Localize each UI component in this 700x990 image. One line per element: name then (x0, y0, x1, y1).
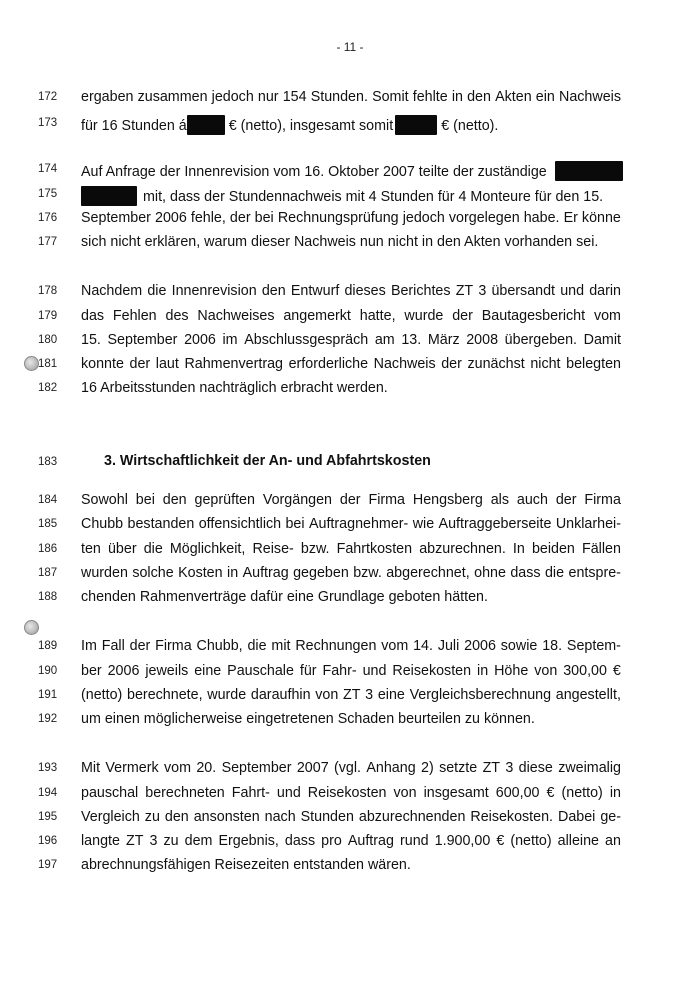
word: Juli (437, 638, 460, 654)
word: pro (321, 833, 342, 849)
word: Auftraggeberseite (438, 516, 552, 532)
word: Vergleich (81, 809, 140, 825)
word: März (427, 332, 460, 348)
line-number: 175 (38, 188, 58, 200)
text-line (81, 308, 621, 324)
word: berechneten (145, 785, 225, 801)
word: Somit (372, 89, 409, 105)
word: mit (271, 638, 291, 654)
word: die (544, 565, 565, 581)
text-line (81, 589, 621, 605)
line-number: 180 (38, 334, 58, 346)
word: belegten (566, 356, 621, 372)
word: Firma (368, 492, 405, 508)
word: Stunden. (310, 89, 368, 105)
word: jedoch (211, 89, 254, 105)
word: vom (163, 760, 191, 776)
word: Mit (81, 760, 101, 776)
word: das (81, 308, 105, 324)
word: Rahmenvertrag (184, 356, 283, 372)
word: Kosten (178, 565, 223, 581)
word: Reisekosten. (470, 809, 554, 825)
word: dass (510, 565, 541, 581)
line-number: 184 (38, 494, 58, 506)
word: wurde (207, 687, 247, 703)
text-segment: € (netto). (441, 118, 499, 134)
word: Möglichkeit, (169, 541, 246, 557)
word: in (609, 785, 621, 801)
word: 2006 (184, 332, 216, 348)
word: 20. (196, 760, 217, 776)
word: jedoch (402, 210, 445, 226)
word: Rechnungsprüfung (277, 210, 399, 226)
word: fehle, (190, 210, 226, 226)
word: wurden (81, 565, 128, 581)
word: dieses (344, 283, 386, 299)
word: ber (81, 663, 102, 679)
word: Rechnungen (295, 638, 377, 654)
word: vorgelegen (448, 210, 520, 226)
word: solche (132, 565, 174, 581)
word: bei (285, 516, 305, 532)
word: 18. (542, 638, 563, 654)
text-line (81, 857, 621, 873)
word: Firma (155, 638, 192, 654)
word: Akten (495, 89, 532, 105)
text-line-content: um einen möglicherweise eingetretenen Schaden beurteilen zu können. (81, 711, 535, 727)
word: über (107, 541, 137, 557)
text-line-content: Auf Anfrage der Innenrevision vom 16. Oktober 2007 teilte der zuständige (81, 164, 547, 180)
text-line (81, 663, 621, 679)
word: Reise- (252, 541, 294, 557)
word: von (315, 687, 339, 703)
word: den (261, 283, 286, 299)
word: zusammen (137, 89, 208, 105)
text-line (81, 89, 621, 105)
word: 3 (478, 283, 487, 299)
word: In (512, 541, 525, 557)
word: 300,00 (563, 663, 607, 679)
word: bzw. (300, 541, 330, 557)
word: in (477, 663, 489, 679)
text-line-content: chenden Rahmenverträge dafür eine Grundlage geboten hätten. (81, 589, 488, 605)
line-number: 176 (38, 212, 58, 224)
word: auch (516, 492, 548, 508)
word: 2006 (155, 210, 187, 226)
word: Nachweis (559, 89, 621, 105)
line-number: 195 (38, 811, 58, 823)
word: ein (535, 89, 555, 105)
word: € (496, 833, 505, 849)
word: bzw. (353, 565, 382, 581)
text-line (81, 210, 621, 226)
word: fehlte (412, 89, 448, 105)
word: die (147, 283, 167, 299)
line-number: 185 (38, 518, 58, 530)
word: ZT (455, 283, 474, 299)
text-line (81, 332, 621, 348)
word: ohne (474, 565, 506, 581)
word: daraufhin (250, 687, 311, 703)
word: den (467, 89, 491, 105)
word: Er (563, 210, 578, 226)
text-line-content: 16 Arbeitsstunden nachträglich erbracht werden. (81, 380, 388, 396)
word: den (164, 809, 189, 825)
word: Nachweises (197, 308, 275, 324)
text-line (81, 687, 621, 703)
word: jeweils (145, 663, 189, 679)
word: die (247, 638, 267, 654)
word: der (229, 210, 251, 226)
text-line (81, 760, 621, 776)
word: (vgl. (334, 760, 362, 776)
word: (netto) (81, 687, 123, 703)
text-line (81, 380, 621, 396)
word: wie (412, 516, 435, 532)
line-number: 174 (38, 163, 58, 175)
text-line (81, 638, 621, 654)
line-number: 172 (38, 91, 58, 103)
word: (netto) (561, 785, 603, 801)
punch-hole (24, 356, 39, 371)
text-line-content: abrechnungsfähigen Reisezeiten entstanden wären. (81, 857, 411, 873)
text-line (81, 541, 621, 557)
line-number: 193 (38, 762, 58, 774)
word: Unklarhei- (555, 516, 621, 532)
line-number: 189 (38, 640, 58, 652)
word: bestanden (127, 516, 195, 532)
word: September (221, 760, 292, 776)
text-line (81, 516, 621, 532)
word: Entwurf (290, 283, 340, 299)
word: Bautagesbericht (481, 308, 586, 324)
section-heading: 3. Wirtschaftlichkeit der An- und Abfahrtskosten (104, 453, 431, 469)
word: 1.900,00 (434, 833, 491, 849)
word: ansonsten (193, 809, 260, 825)
text-line (81, 833, 621, 849)
word: im (222, 332, 238, 348)
word: Chubb, (196, 638, 243, 654)
word: entspre- (568, 565, 621, 581)
word: 3 (365, 687, 374, 703)
text-line-content: mit, dass der Stundennachweis mit 4 Stunden für 4 Monteure für den 15. (143, 189, 604, 205)
word: 2006 (107, 663, 140, 679)
word: nach (264, 809, 296, 825)
word: könne (581, 210, 621, 226)
word: der (452, 308, 473, 324)
line-number: 183 (38, 456, 58, 468)
word: Nachweis (373, 356, 436, 372)
word: abzurechnenden (358, 809, 466, 825)
line-number: 196 (38, 835, 58, 847)
word: Vermerk (105, 760, 159, 776)
redaction-block (395, 115, 437, 135)
line-number: 177 (38, 236, 58, 248)
word: € (612, 663, 621, 679)
word: pauschal (81, 785, 139, 801)
word: darin (589, 283, 621, 299)
word: 2) (421, 760, 434, 776)
word: ZT (126, 833, 144, 849)
text-line (81, 283, 621, 299)
text-line (81, 492, 621, 508)
text-line (81, 565, 621, 581)
word: 600,00 (495, 785, 540, 801)
word: Fahr- (322, 663, 357, 679)
text-line-content: sich nicht erklären, warum dieser Nachweis nun nicht in den Akten vorhanden sei. (81, 234, 599, 250)
word: Vergleichsberechnung (409, 687, 552, 703)
word: 154 (282, 89, 307, 105)
word: offensichtlich (198, 516, 282, 532)
word: die (143, 541, 163, 557)
word: Abschlussgespräch (244, 332, 369, 348)
word: angestellt, (555, 687, 621, 703)
word: 3 (149, 833, 158, 849)
word: Im (81, 638, 97, 654)
word: von (393, 785, 417, 801)
word: langte (81, 833, 120, 849)
word: Auftrag (242, 565, 289, 581)
word: der (441, 356, 462, 372)
word: Ergebnis, (218, 833, 279, 849)
word: nur (257, 89, 279, 105)
word: Fahrtkosten (336, 541, 413, 557)
word: Stunden (300, 809, 354, 825)
word: eine (377, 687, 405, 703)
word: setzte (439, 760, 478, 776)
text-segment: für 16 Stunden á (81, 118, 187, 134)
word: September (81, 210, 151, 226)
word: Chubb (81, 516, 124, 532)
word: (netto) (510, 833, 552, 849)
word: den (162, 492, 187, 508)
text-line (81, 356, 621, 372)
word: der (129, 356, 151, 372)
word: bei (254, 210, 274, 226)
word: Innenrevision (171, 283, 257, 299)
word: angemerkt (283, 308, 351, 324)
line-number: 197 (38, 859, 58, 871)
word: abgerechnet, (386, 565, 470, 581)
line-number: 188 (38, 591, 58, 603)
word: ten (81, 541, 101, 557)
word: der (555, 492, 577, 508)
word: rund (399, 833, 429, 849)
word: Höhe (494, 663, 529, 679)
line-number: 191 (38, 689, 58, 701)
word: hatte, (359, 308, 396, 324)
word: € (546, 785, 555, 801)
word: in (227, 565, 239, 581)
word: 2006 (464, 638, 496, 654)
word: und (276, 785, 301, 801)
word: übersandt (491, 283, 556, 299)
word: Reisekosten (392, 663, 472, 679)
word: ZT (343, 687, 361, 703)
word: ergaben (81, 89, 134, 105)
word: Nachdem (81, 283, 143, 299)
word: eine (194, 663, 222, 679)
redaction-block (187, 115, 225, 135)
redaction-block (555, 161, 623, 181)
word: am (374, 332, 395, 348)
word: insgesamt (423, 785, 489, 801)
word: zu (163, 833, 179, 849)
word: der (129, 638, 151, 654)
word: Anhang (366, 760, 416, 776)
word: bei (135, 492, 155, 508)
word: vom (593, 308, 621, 324)
word: gegeben (293, 565, 349, 581)
word: zu (144, 809, 160, 825)
word: geprüften (194, 492, 255, 508)
word: beiden (531, 541, 575, 557)
text-line (81, 186, 621, 206)
word: zweimalig (558, 760, 621, 776)
word: Dabei (558, 809, 596, 825)
word: September (107, 332, 178, 348)
word: Reisekosten (307, 785, 387, 801)
word: für (299, 663, 317, 679)
word: alleine (557, 833, 600, 849)
text-line (81, 711, 621, 727)
line-number: 194 (38, 787, 58, 799)
word: 2007 (296, 760, 329, 776)
word: erforderliche (288, 356, 369, 372)
text-line (81, 234, 621, 250)
word: vom (381, 638, 409, 654)
word: 13. (401, 332, 422, 348)
word: sowie (500, 638, 538, 654)
word: Berichtes (390, 283, 451, 299)
word: ZT (482, 760, 501, 776)
word: Fehlen (112, 308, 157, 324)
word: in (451, 89, 463, 105)
line-number: 190 (38, 665, 58, 677)
punch-hole (24, 620, 39, 635)
word: und (362, 663, 387, 679)
word: diese (518, 760, 553, 776)
word: übergeben. (504, 332, 578, 348)
line-number: 187 (38, 567, 58, 579)
text-segment: € (netto), insgesamt somit (228, 118, 394, 134)
word: an (605, 833, 621, 849)
word: ge- (600, 809, 621, 825)
word: habe. (523, 210, 560, 226)
word: abzurechnen. (419, 541, 506, 557)
line-number: 182 (38, 382, 58, 394)
word: laut (155, 356, 179, 372)
text-line (81, 785, 621, 801)
word: der (339, 492, 361, 508)
word: Fällen (581, 541, 621, 557)
word: Pauschale (227, 663, 294, 679)
word: Fahrt- (231, 785, 270, 801)
word: dass (284, 833, 316, 849)
line-number: 186 (38, 543, 58, 555)
text-line (81, 161, 621, 181)
word: zunächst (467, 356, 525, 372)
line-number: 178 (38, 285, 58, 297)
word: konnte (81, 356, 124, 372)
word: von (534, 663, 558, 679)
redaction-block (81, 186, 137, 206)
line-number: 181 (38, 358, 58, 370)
line-number: 173 (38, 117, 58, 129)
word: Fall (101, 638, 125, 654)
word: nicht (530, 356, 561, 372)
line-number: 192 (38, 713, 58, 725)
word: 14. (413, 638, 433, 654)
word: Vorgängen (262, 492, 333, 508)
page-number: - 11 - (336, 40, 364, 54)
word: berechnete, (127, 687, 203, 703)
word: Auftragnehmer- (308, 516, 409, 532)
word: Sowohl (81, 492, 128, 508)
text-line (81, 115, 621, 135)
word: Firma (584, 492, 621, 508)
word: 3 (505, 760, 514, 776)
line-number: 179 (38, 310, 58, 322)
text-line (81, 809, 621, 825)
word: dem (184, 833, 213, 849)
word: 15. (81, 332, 101, 348)
word: Hengsberg (412, 492, 483, 508)
word: als (490, 492, 510, 508)
word: 2008 (466, 332, 499, 348)
word: Damit (583, 332, 621, 348)
word: Auftrag (347, 833, 394, 849)
word: des (165, 308, 189, 324)
word: Septem- (566, 638, 621, 654)
word: wurde (404, 308, 444, 324)
word: und (560, 283, 585, 299)
